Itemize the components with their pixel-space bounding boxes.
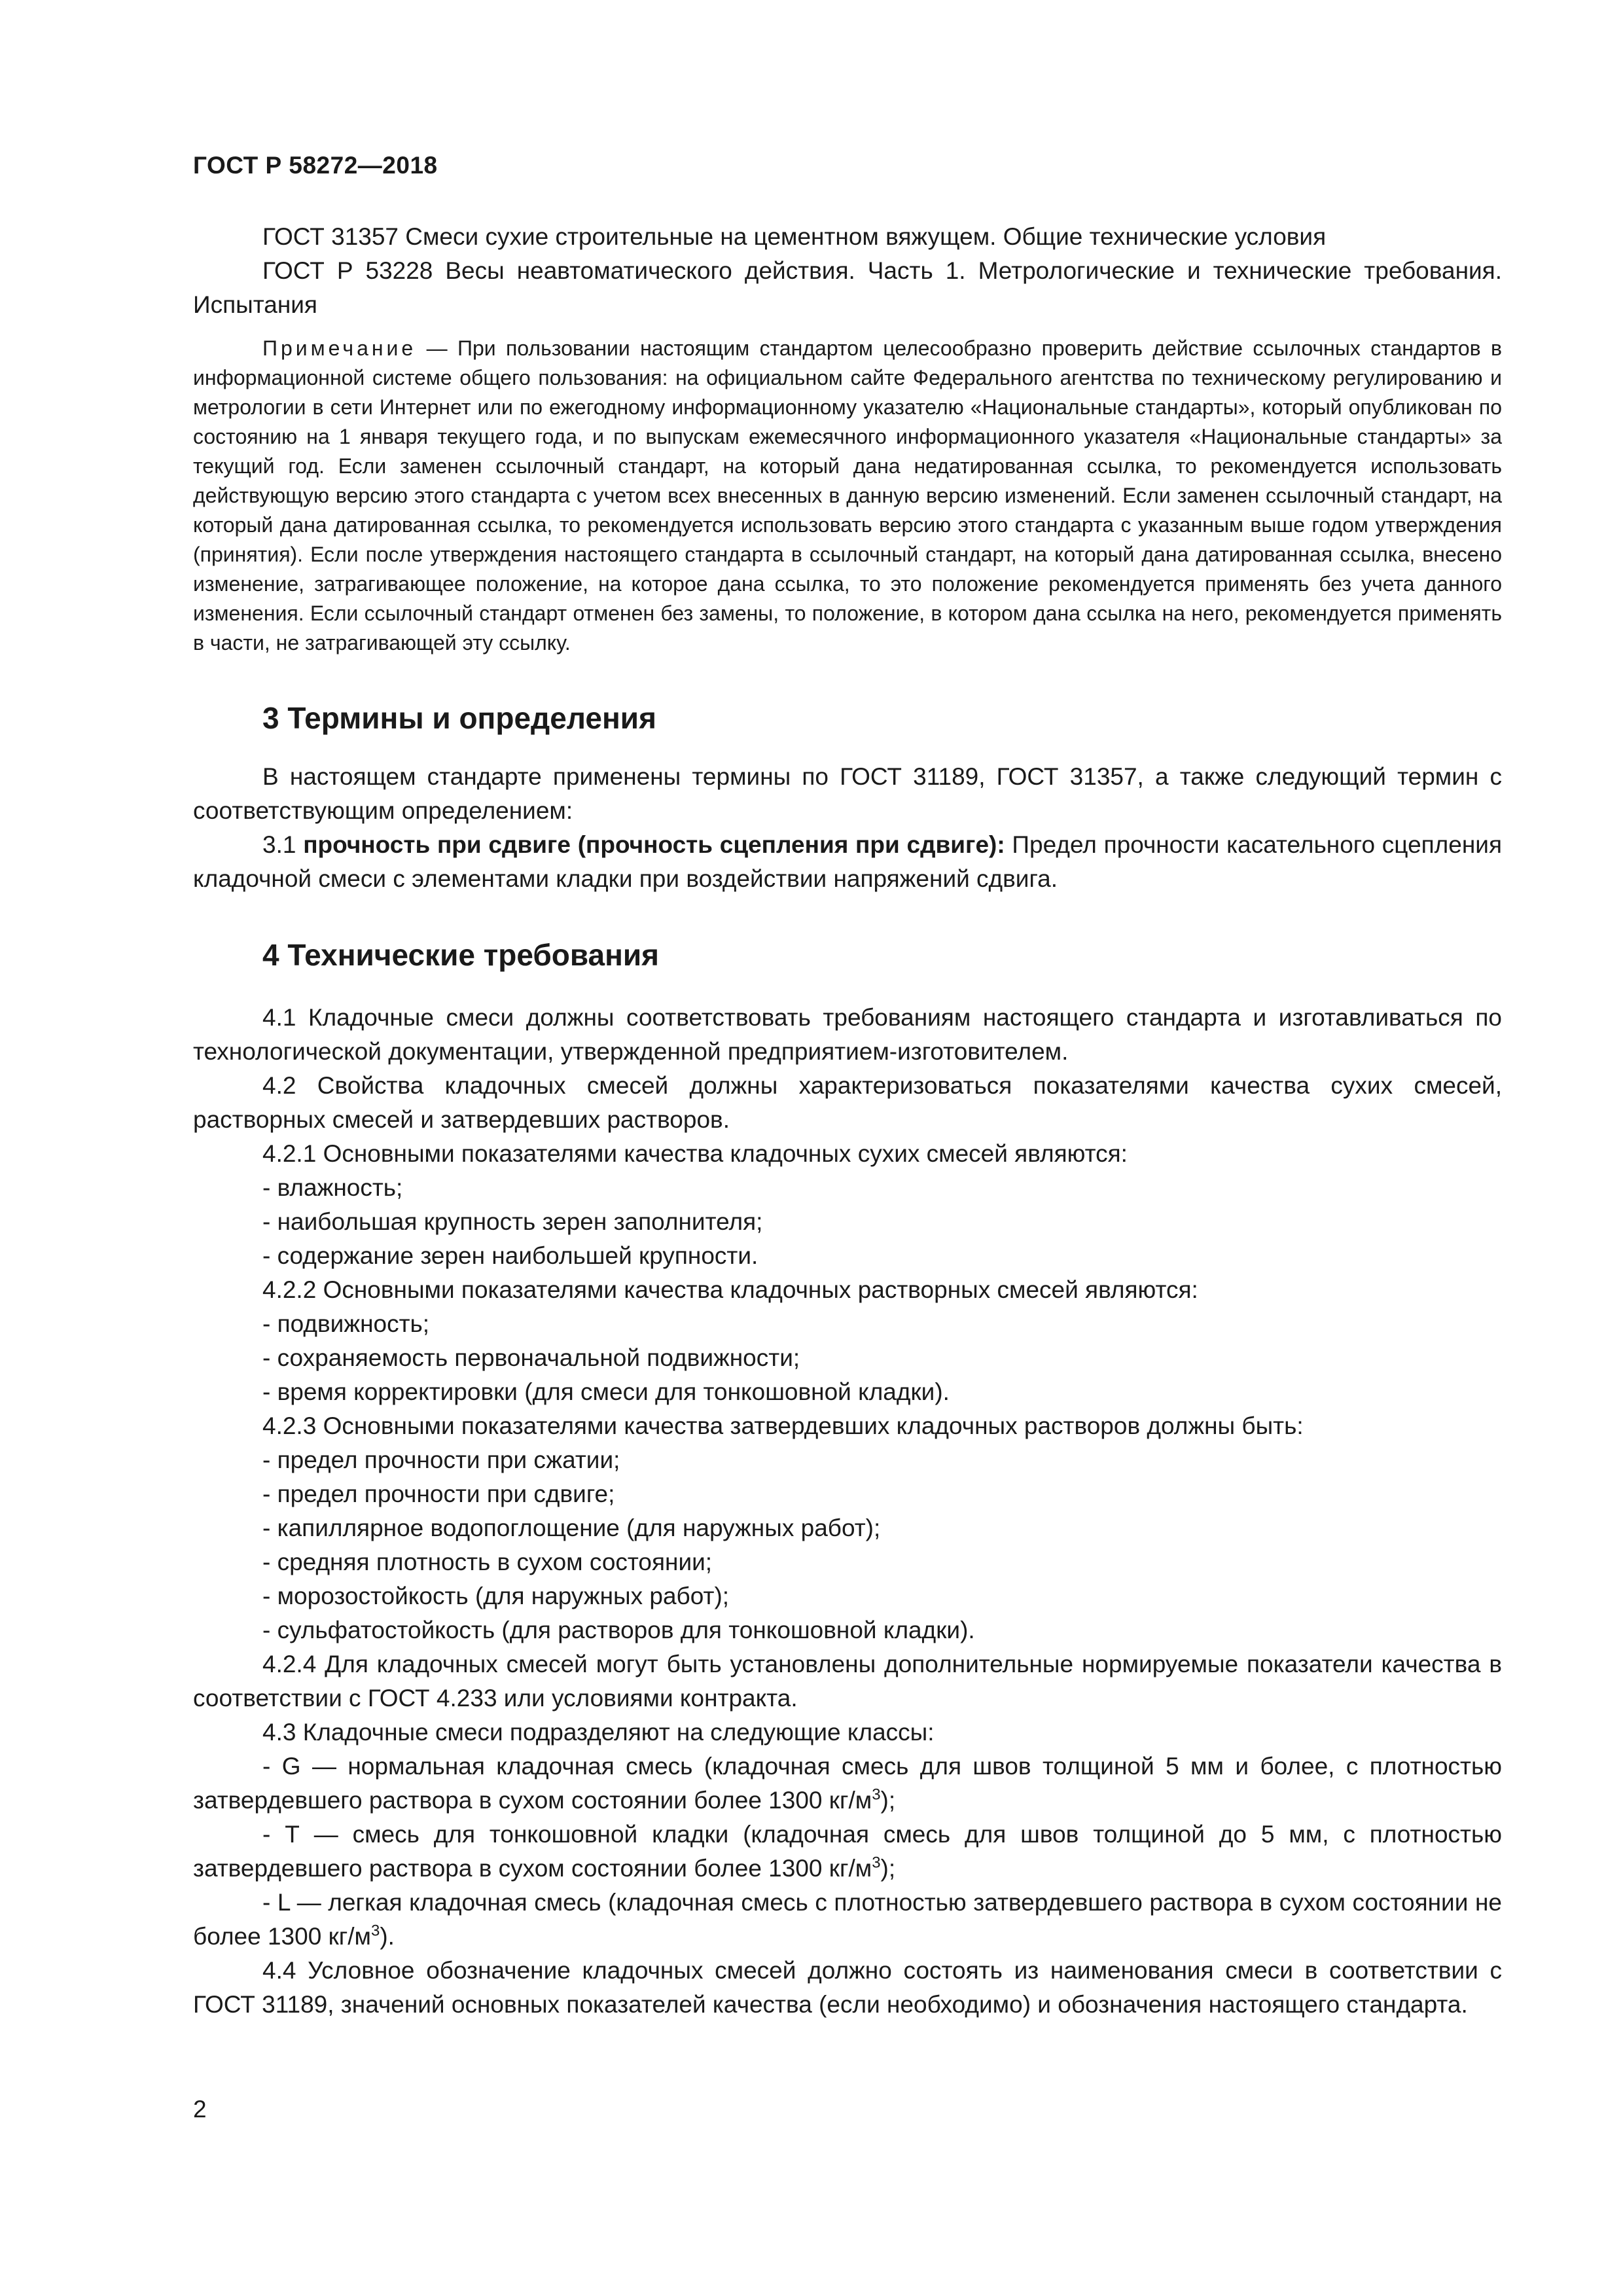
list-item: - сульфатостойкость (для растворов для тонкошовной кладки).: [262, 1617, 975, 1643]
clause-4-2-1: 4.2.1 Основными показателями качества кладочных сухих смесей являются:: [262, 1140, 1128, 1167]
term-number: 3.1: [262, 831, 296, 858]
clause-4-3: 4.3 Кладочные смеси подразделяют на следующие классы:: [262, 1719, 935, 1746]
class-l: - L — легкая кладочная смесь (кладочная смесь с плотностью затвердевшего раствора в сухом состоянии не более 1300 $кг/м^3$).: [193, 1889, 1502, 1950]
term-definition: Предел прочности касательного сцепления кладочной смеси с элементами кладки при воздействии напряжений сдвига.: [193, 831, 1502, 892]
clause-4-4: 4.4 Условное обозначение кладочных смесей должно состоять из наименования смеси в соответствии с ГОСТ 31189, значений основных показателей качества (если необходимо) и обозначения настоящего стандарта.: [193, 1957, 1502, 2018]
list-item: - содержание зерен наибольшей крупности.: [262, 1242, 758, 1269]
list-item: - время корректировки (для смеси для тонкошовной кладки).: [262, 1378, 950, 1405]
list-item: - сохраняемость первоначальной подвижности;: [262, 1344, 800, 1371]
page-number: 2: [193, 2096, 207, 2123]
list-item: - предел прочности при сдвиге;: [262, 1480, 615, 1507]
clause-4-2-3: 4.2.3 Основными показателями качества затвердевших кладочных растворов должны быть:: [262, 1412, 1304, 1439]
note-text: — При пользовании настоящим стандартом целесообразно проверить действие ссылочных стандартов в информационной системе общего пользования: на официальном сайте Федерального агентства по техническому регулированию и метрологии в сети Интернет или по ежегодному информационному указателю «Национальные стандарты», который опубликован по состоянию на 1 января текущего года, и по выпускам ежемесячного информационного указателя «Национальные стандарты» за текущий год. Если заменен ссылочный стандарт, на который дана недатированная ссылка, то рекомендуется использовать действующую версию этого стандарта с учетом всех внесенных в данную версию изменений. Если заменен ссылочный стандарт, на который дана датированная ссылка, то рекомендуется использовать версию этого стандарта с указанным выше годом утверждения (принятия). Если после утверждения настоящего стандарта в ссылочный стандарт, на который дана датированная ссылка, внесено изменение, затрагивающее положение, на которое дана ссылка, то это положение рекомендуется применять без учета данного изменения. Если ссылочный стандарт отменен без замены, то положение, в котором дана ссылка на него, рекомендуется применять в части, не затрагивающей эту ссылку.: [193, 336, 1502, 655]
list-item: - средняя плотность в сухом состоянии;: [262, 1549, 713, 1575]
class-t: - Т — смесь для тонкошовной кладки (кладочная смесь для швов толщиной до 5 мм, с плотностью затвердевшего раствора в сухом состоянии более 1300 $кг/м^3$);: [193, 1821, 1502, 1882]
list-item: - капиллярное водопоглощение (для наружных работ);: [262, 1515, 881, 1541]
class-g: - G — нормальная кладочная смесь (кладочная смесь для швов толщиной 5 мм и более, с плотностью затвердевшего раствора в сухом состоянии более 1300 $кг/м^3$);: [193, 1753, 1502, 1814]
clause-4-2-2: 4.2.2 Основными показателями качества кладочных растворных смесей являются:: [262, 1276, 1198, 1303]
list-item: - наибольшая крупность зерен заполнителя;: [262, 1208, 763, 1235]
note-label: Примечание: [262, 336, 417, 360]
term-3-1: [193, 828, 1502, 896]
document-header: ГОСТ Р 58272—2018: [193, 152, 438, 179]
note-paragraph: [193, 334, 1502, 658]
reference-gost-r-53228: ГОСТ Р 53228 Весы неавтоматического действия. Часть 1. Метрологические и технические требования. Испытания: [193, 257, 1502, 318]
list-item: - морозостойкость (для наружных работ);: [262, 1583, 730, 1609]
list-item: - подвижность;: [262, 1310, 430, 1337]
clause-4-1: 4.1 Кладочные смеси должны соответствовать требованиям настоящего стандарта и изготавливаться по технологической документации, утвержденной предприятием-изготовителем.: [193, 1004, 1502, 1065]
list-item: - влажность;: [262, 1174, 403, 1201]
section-3-title: 3 Термины и определения: [262, 701, 656, 735]
section-4-title: 4 Технические требования: [262, 938, 659, 972]
page-content: [193, 220, 1502, 2022]
reference-gost-31357: ГОСТ 31357 Смеси сухие строительные на цементном вяжущем. Общие технические условия: [262, 223, 1327, 250]
section-3-intro: В настоящем стандарте применены термины по ГОСТ 31189, ГОСТ 31357, а также следующий термин с соответствующим определением:: [193, 763, 1502, 824]
clause-4-2-4: 4.2.4 Для кладочных смесей могут быть установлены дополнительные нормируемые показатели качества в соответствии с ГОСТ 4.233 или условиями контракта.: [193, 1651, 1502, 1712]
clause-4-2: 4.2 Свойства кладочных смесей должны характеризоваться показателями качества сухих смесей, растворных смесей и затвердевших растворов.: [193, 1072, 1502, 1133]
term-name: прочность при сдвиге (прочность сцепления при сдвиге):: [303, 831, 1005, 858]
list-item: - предел прочности при сжатии;: [262, 1446, 620, 1473]
